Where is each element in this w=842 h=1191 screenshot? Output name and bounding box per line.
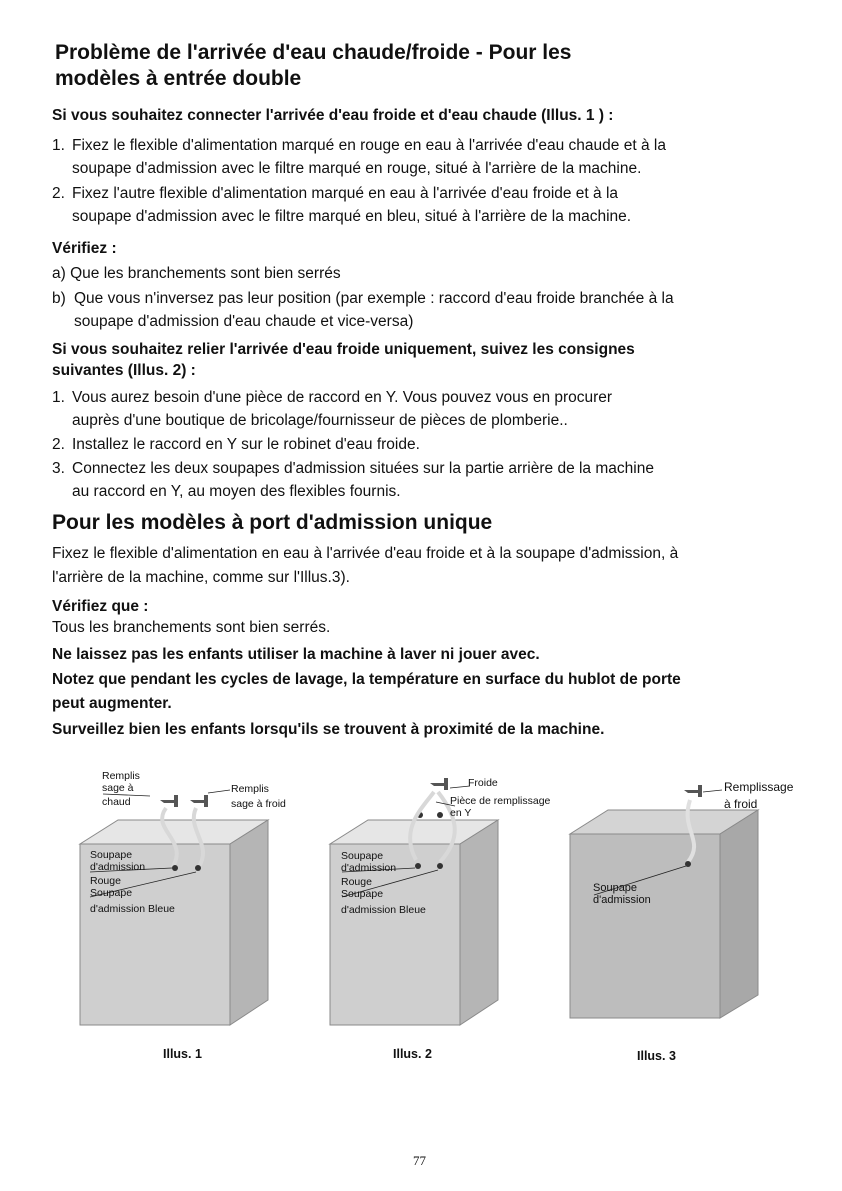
- verify-item-b-text: soupape d'admission d'eau chaude et vice-versa): [74, 313, 414, 330]
- cold-fill-label: Remplis sage à froid: [231, 783, 286, 810]
- step-text: auprès d'une boutique de bricolage/fournisseur de pièces de plomberie..: [72, 412, 568, 429]
- step-number: 1.: [52, 389, 65, 406]
- title-line-2: modèles à entrée double: [55, 67, 302, 90]
- single-inlet-body: Fixez le flexible d'alimentation en eau à l'arrivée d'eau froide et à la soupape d'admission, à: [52, 545, 679, 562]
- single-inlet-body: l'arrière de la machine, comme sur l'Illus.3).: [52, 569, 350, 586]
- hot-cold-intro: Si vous souhaitez connecter l'arrivée d'eau froide et d'eau chaude (Illus. 1 ) :: [52, 107, 614, 124]
- supervision-warning: Surveillez bien les enfants lorsqu'ils se trouvent à proximité de la machine.: [52, 721, 605, 738]
- verify-item-b-text: Que vous n'inversez pas leur position (par exemple : raccord d'eau froide branchée à la: [74, 290, 674, 307]
- verify-heading-2: Vérifiez que :: [52, 598, 149, 615]
- step-text: Installez le raccord en Y sur le robinet d'eau froide.: [72, 436, 420, 453]
- verify-text-2: Tous les branchements sont bien serrés.: [52, 619, 331, 636]
- caption-illus-3: Illus. 3: [637, 1049, 676, 1063]
- step-number: 2.: [52, 185, 65, 202]
- cold-fill-label: Remplissage à froid: [724, 780, 794, 811]
- caption-illus-1: Illus. 1: [163, 1047, 202, 1061]
- step-text: soupape d'admission avec le filtre marqué en rouge, situé à l'arrière de la machine.: [72, 160, 642, 177]
- step-text: Fixez le flexible d'alimentation marqué en rouge en eau à l'arrivée d'eau chaude et à la: [72, 137, 666, 154]
- child-warning: Ne laissez pas les enfants utiliser la machine à laver ni jouer avec.: [52, 646, 540, 663]
- step-text: Vous aurez besoin d'une pièce de raccord en Y. Vous pouvez vous en procurer: [72, 389, 613, 406]
- temperature-warning: peut augmenter.: [52, 695, 172, 712]
- hot-tap-icon: [160, 795, 178, 807]
- cold-tap-icon: [684, 785, 702, 797]
- machine-side: [230, 820, 268, 1025]
- step-number: 1.: [52, 137, 65, 154]
- inlet-valve-label: Soupape d'admission Rouge Soupape d'admission Bleue: [341, 850, 426, 916]
- step-number: 3.: [52, 460, 65, 477]
- cold-only-intro: suivantes (Illus. 2) :: [52, 362, 196, 379]
- verify-item-b-marker: b): [52, 290, 66, 307]
- step-text: au raccord en Y, au moyen des flexibles fournis.: [72, 483, 401, 500]
- step-text: soupape d'admission avec le filtre marqué en bleu, situé à l'arrière de la machine.: [72, 208, 632, 225]
- cold-label: Froide: [468, 777, 498, 789]
- machine-front: [570, 834, 720, 1018]
- inlet-valve-red-label: Soupape d'admission Rouge Soupape d'admission Bleue: [90, 849, 175, 915]
- cold-valve-icon: [195, 865, 201, 871]
- cold-tap-icon: [190, 795, 208, 807]
- machine-side: [720, 810, 758, 1018]
- page-number: 77: [413, 1153, 426, 1168]
- valve-icon: [437, 863, 443, 869]
- verify-item-a: a) Que les branchements sont bien serrés: [52, 265, 341, 282]
- machine-side: [460, 820, 498, 1025]
- section-title-single-inlet: Pour les modèles à port d'admission unique: [52, 511, 493, 534]
- cold-tap-icon: [430, 778, 448, 790]
- temperature-warning: Notez que pendant les cycles de lavage, la température en surface du hublot de porte: [52, 671, 681, 688]
- step-number: 2.: [52, 436, 65, 453]
- caption-illus-2: Illus. 2: [393, 1047, 432, 1061]
- step-text: Fixez l'autre flexible d'alimentation marqué en eau à l'arrivée d'eau froide et à la: [72, 185, 619, 202]
- cold-only-intro: Si vous souhaitez relier l'arrivée d'eau froide uniquement, suivez les consignes: [52, 341, 635, 358]
- y-piece-label: Pièce de remplissage en Y: [450, 795, 551, 819]
- inlet-valve-label: Soupape d'admission: [593, 882, 651, 906]
- verify-heading: Vérifiez :: [52, 240, 117, 257]
- title-line-1: Problème de l'arrivée d'eau chaude/froide - Pour les: [55, 41, 572, 64]
- hot-fill-label: Remplis sage à chaud: [102, 770, 140, 808]
- step-text: Connectez les deux soupapes d'admission situées sur la partie arrière de la machine: [72, 460, 654, 477]
